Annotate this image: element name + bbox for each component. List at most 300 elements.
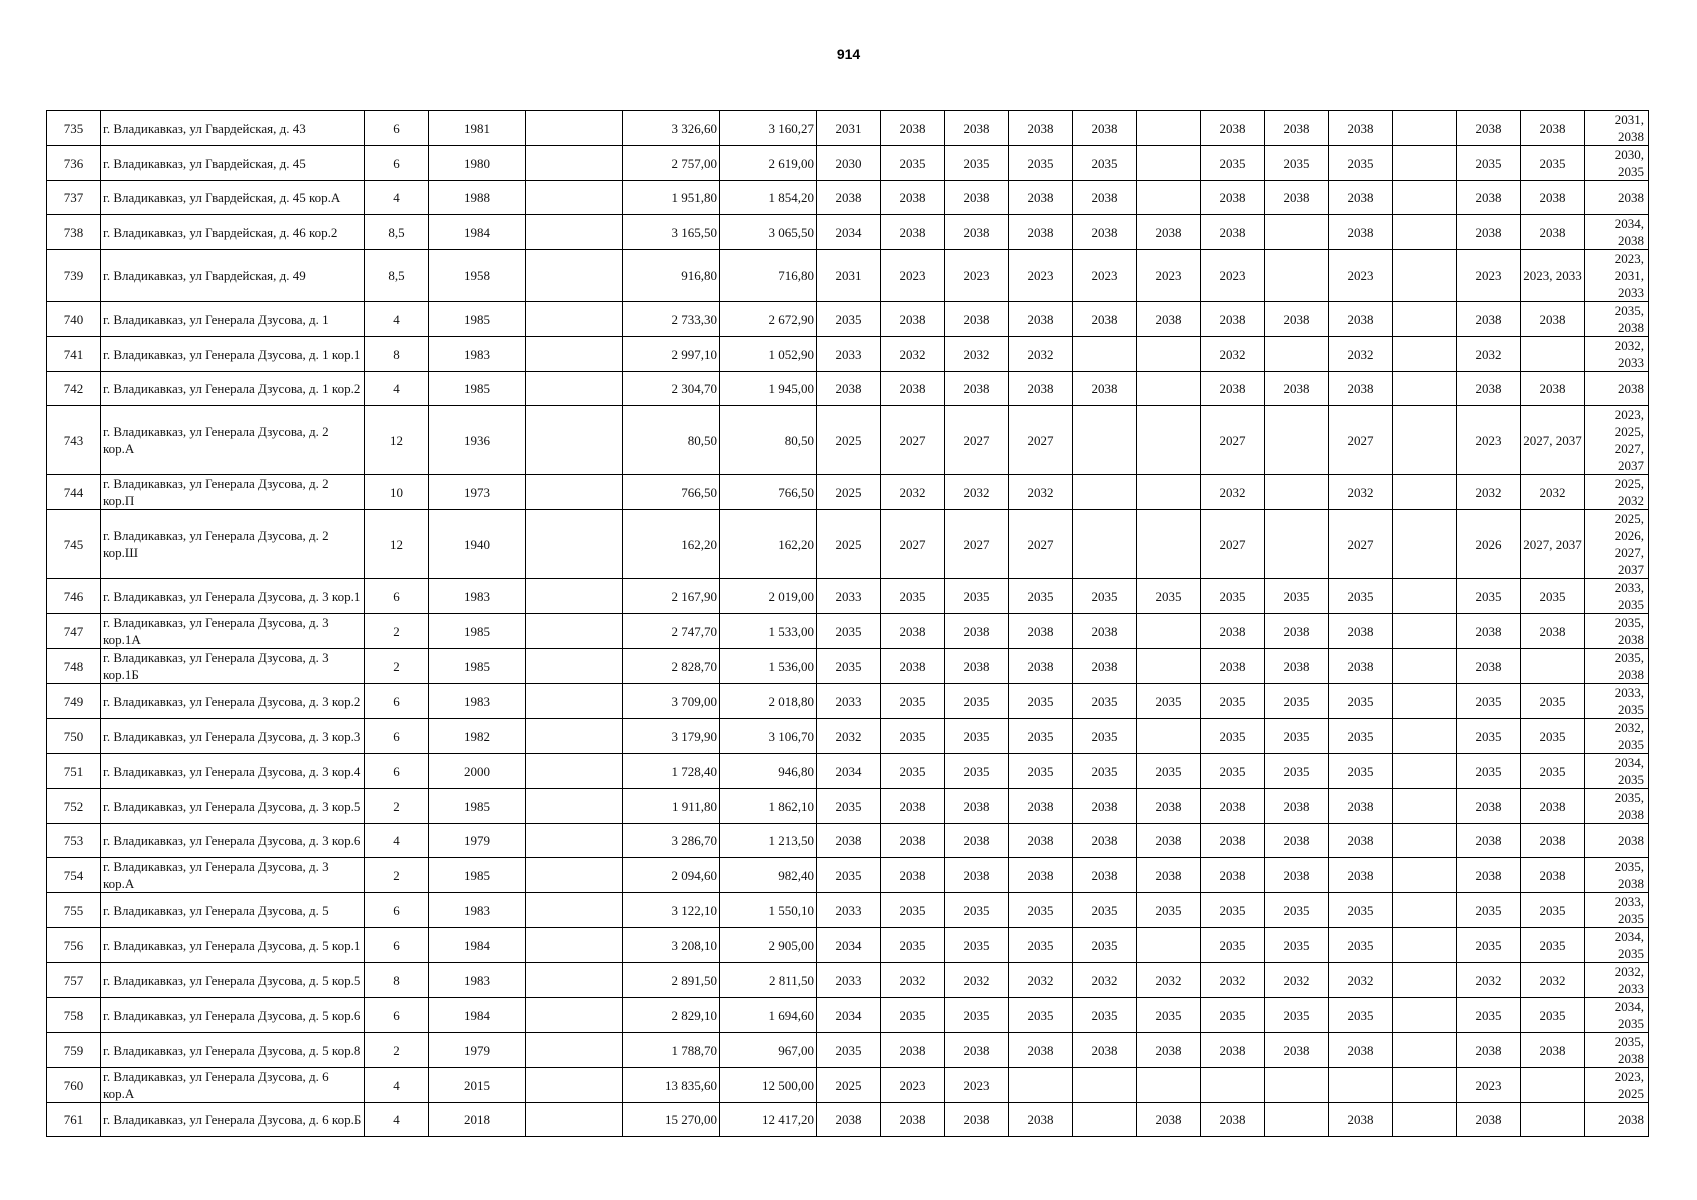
repair-year-cell: 2038	[945, 1103, 1009, 1137]
repair-year-cell: 2038	[1009, 372, 1073, 406]
repair-year-cell: 2035	[945, 146, 1009, 181]
repair-year-cell: 2023	[881, 1068, 945, 1103]
repair-years-summary-cell: 2038	[1585, 181, 1649, 215]
empty-cell	[526, 614, 623, 649]
repair-years-summary-cell: 2038	[1585, 372, 1649, 406]
repair-year-cell: 2035	[1457, 893, 1521, 928]
year-built-cell: 1984	[429, 998, 526, 1033]
address-cell: г. Владикавказ, ул Генерала Дзусова, д. 5 кор.8	[101, 1033, 365, 1068]
repair-year-cell	[1265, 475, 1329, 510]
table-row	[47, 614, 1649, 649]
row-number-cell: 757	[47, 963, 101, 998]
repair-year-cell: 2032	[1137, 963, 1201, 998]
repair-year-cell: 2027, 2037	[1521, 406, 1585, 475]
row-number-cell: 756	[47, 928, 101, 963]
table-row	[47, 1033, 1649, 1068]
row-number-cell: 745	[47, 510, 101, 579]
repair-year-cell: 2023	[1329, 250, 1393, 302]
table-row	[47, 893, 1649, 928]
year-built-cell: 1985	[429, 858, 526, 893]
repair-year-cell: 2038	[945, 614, 1009, 649]
repair-year-cell: 2038	[881, 824, 945, 858]
repair-years-summary-cell: 2023, 2025	[1585, 1068, 1649, 1103]
address-cell: г. Владикавказ, ул Генерала Дзусова, д. 3 кор.4	[101, 754, 365, 789]
year-built-cell: 1984	[429, 215, 526, 250]
repair-year-cell	[1393, 719, 1457, 754]
floors-cell: 12	[365, 406, 429, 475]
repair-year-cell: 2035	[1457, 719, 1521, 754]
living-area-cell: 1 694,60	[720, 998, 817, 1033]
row-number-cell: 755	[47, 893, 101, 928]
total-area-cell: 3 179,90	[623, 719, 720, 754]
total-area-cell: 15 270,00	[623, 1103, 720, 1137]
repair-year-cell: 2035	[1137, 754, 1201, 789]
repair-year-cell: 2023	[1009, 250, 1073, 302]
total-area-cell: 13 835,60	[623, 1068, 720, 1103]
repair-year-cell: 2035	[817, 649, 881, 684]
living-area-cell: 946,80	[720, 754, 817, 789]
repair-years-summary-cell: 2032, 2033	[1585, 963, 1649, 998]
repair-year-cell	[1201, 1068, 1265, 1103]
repair-year-cell: 2038	[1457, 649, 1521, 684]
total-area-cell: 2 828,70	[623, 649, 720, 684]
repair-year-cell: 2038	[1329, 181, 1393, 215]
row-number-cell: 746	[47, 579, 101, 614]
repair-year-cell: 2032	[1457, 963, 1521, 998]
repair-year-cell: 2038	[945, 302, 1009, 337]
repair-year-cell	[1393, 510, 1457, 579]
repair-year-cell: 2038	[1521, 215, 1585, 250]
repair-year-cell: 2038	[1201, 858, 1265, 893]
year-built-cell: 2018	[429, 1103, 526, 1137]
repair-year-cell: 2038	[945, 649, 1009, 684]
repair-year-cell: 2027	[1009, 510, 1073, 579]
repair-year-cell: 2032	[945, 337, 1009, 372]
repair-year-cell: 2023	[1457, 1068, 1521, 1103]
row-number-cell: 736	[47, 146, 101, 181]
repair-year-cell: 2038	[1009, 1033, 1073, 1068]
repair-year-cell: 2031	[817, 111, 881, 146]
repair-years-summary-cell: 2034, 2035	[1585, 998, 1649, 1033]
repair-year-cell: 2035	[1265, 719, 1329, 754]
repair-year-cell: 2038	[881, 614, 945, 649]
repair-year-cell: 2035	[1201, 893, 1265, 928]
address-cell: г. Владикавказ, ул Генерала Дзусова, д. 1 кор.2	[101, 372, 365, 406]
floors-cell: 4	[365, 302, 429, 337]
repair-year-cell: 2035	[1265, 579, 1329, 614]
floors-cell: 8	[365, 337, 429, 372]
repair-year-cell: 2032	[881, 475, 945, 510]
total-area-cell: 80,50	[623, 406, 720, 475]
floors-cell: 6	[365, 146, 429, 181]
repair-year-cell: 2038	[1521, 789, 1585, 824]
repair-year-cell: 2035	[1457, 928, 1521, 963]
total-area-cell: 2 891,50	[623, 963, 720, 998]
living-area-cell: 162,20	[720, 510, 817, 579]
repair-year-cell: 2027	[1329, 406, 1393, 475]
address-cell: г. Владикавказ, ул Генерала Дзусова, д. 3 кор.3	[101, 719, 365, 754]
repair-year-cell: 2030	[817, 146, 881, 181]
repair-year-cell: 2035	[1201, 579, 1265, 614]
repair-year-cell: 2032	[1009, 475, 1073, 510]
repair-year-cell: 2038	[945, 789, 1009, 824]
repair-year-cell: 2035	[945, 998, 1009, 1033]
repair-years-summary-cell: 2038	[1585, 1103, 1649, 1137]
table-row	[47, 963, 1649, 998]
repair-year-cell	[1393, 181, 1457, 215]
repair-year-cell: 2038	[1201, 789, 1265, 824]
living-area-cell: 2 018,80	[720, 684, 817, 719]
repair-year-cell	[1393, 858, 1457, 893]
repair-years-summary-cell: 2033, 2035	[1585, 893, 1649, 928]
empty-cell	[526, 893, 623, 928]
repair-year-cell: 2032	[881, 337, 945, 372]
row-number-cell: 754	[47, 858, 101, 893]
table-row	[47, 684, 1649, 719]
repair-year-cell	[1265, 250, 1329, 302]
repair-year-cell: 2038	[1329, 1103, 1393, 1137]
floors-cell: 6	[365, 754, 429, 789]
floors-cell: 6	[365, 719, 429, 754]
repair-year-cell: 2035	[1073, 684, 1137, 719]
repair-year-cell	[1521, 337, 1585, 372]
empty-cell	[526, 1068, 623, 1103]
repair-year-cell: 2035	[945, 754, 1009, 789]
living-area-cell: 2 019,00	[720, 579, 817, 614]
empty-cell	[526, 789, 623, 824]
repair-year-cell: 2038	[1457, 1033, 1521, 1068]
total-area-cell: 2 747,70	[623, 614, 720, 649]
table-row	[47, 1068, 1649, 1103]
repair-year-cell	[1393, 928, 1457, 963]
address-cell: г. Владикавказ, ул Генерала Дзусова, д. 3 кор.6	[101, 824, 365, 858]
repair-year-cell	[1137, 510, 1201, 579]
row-number-cell: 743	[47, 406, 101, 475]
repair-year-cell: 2035	[1073, 719, 1137, 754]
total-area-cell: 2 167,90	[623, 579, 720, 614]
living-area-cell: 967,00	[720, 1033, 817, 1068]
row-number-cell: 735	[47, 111, 101, 146]
repair-year-cell: 2038	[1009, 858, 1073, 893]
repair-year-cell: 2038	[881, 789, 945, 824]
repair-year-cell: 2038	[1329, 111, 1393, 146]
repair-year-cell: 2038	[1137, 824, 1201, 858]
repair-year-cell: 2032	[1009, 963, 1073, 998]
repair-year-cell	[1073, 406, 1137, 475]
repair-year-cell	[1137, 719, 1201, 754]
repair-years-summary-cell: 2033, 2035	[1585, 579, 1649, 614]
repair-year-cell: 2038	[1073, 111, 1137, 146]
year-built-cell: 1983	[429, 893, 526, 928]
row-number-cell: 747	[47, 614, 101, 649]
total-area-cell: 1 911,80	[623, 789, 720, 824]
repair-year-cell: 2023	[1457, 406, 1521, 475]
table-row	[47, 928, 1649, 963]
repair-year-cell: 2035	[1329, 893, 1393, 928]
repair-year-cell	[1393, 337, 1457, 372]
repair-year-cell: 2038	[1329, 858, 1393, 893]
repair-year-cell	[1073, 1068, 1137, 1103]
repair-year-cell: 2035	[1265, 684, 1329, 719]
floors-cell: 4	[365, 372, 429, 406]
repair-year-cell: 2038	[945, 858, 1009, 893]
table-body	[47, 111, 1649, 1137]
repair-year-cell: 2038	[1201, 372, 1265, 406]
empty-cell	[526, 111, 623, 146]
table-row	[47, 510, 1649, 579]
repair-year-cell: 2035	[1009, 719, 1073, 754]
repair-year-cell: 2035	[881, 684, 945, 719]
table-row	[47, 181, 1649, 215]
repair-years-summary-cell: 2035, 2038	[1585, 789, 1649, 824]
year-built-cell: 1983	[429, 337, 526, 372]
floors-cell: 4	[365, 1103, 429, 1137]
repair-year-cell	[1393, 963, 1457, 998]
repair-year-cell: 2035	[1329, 579, 1393, 614]
repair-year-cell: 2034	[817, 215, 881, 250]
repair-year-cell: 2035	[1329, 146, 1393, 181]
repair-year-cell: 2038	[1329, 824, 1393, 858]
repair-year-cell: 2038	[1073, 1033, 1137, 1068]
address-cell: г. Владикавказ, ул Генерала Дзусова, д. 2 кор.П	[101, 475, 365, 510]
repair-year-cell: 2038	[1201, 215, 1265, 250]
table-row	[47, 111, 1649, 146]
total-area-cell: 2 997,10	[623, 337, 720, 372]
repair-years-summary-cell: 2035, 2038	[1585, 858, 1649, 893]
repair-year-cell: 2038	[1521, 302, 1585, 337]
repair-year-cell: 2038	[881, 302, 945, 337]
repair-year-cell: 2034	[817, 754, 881, 789]
empty-cell	[526, 250, 623, 302]
repair-year-cell: 2035	[1457, 998, 1521, 1033]
floors-cell: 2	[365, 614, 429, 649]
row-number-cell: 751	[47, 754, 101, 789]
housing-table	[46, 110, 1649, 1137]
empty-cell	[526, 824, 623, 858]
repair-year-cell: 2038	[1457, 1103, 1521, 1137]
empty-cell	[526, 302, 623, 337]
repair-year-cell: 2025	[817, 510, 881, 579]
repair-years-summary-cell: 2034, 2035	[1585, 754, 1649, 789]
repair-year-cell: 2035	[817, 1033, 881, 1068]
repair-year-cell: 2038	[1521, 111, 1585, 146]
total-area-cell: 1 788,70	[623, 1033, 720, 1068]
address-cell: г. Владикавказ, ул Генерала Дзусова, д. 3 кор.1А	[101, 614, 365, 649]
empty-cell	[526, 337, 623, 372]
year-built-cell: 1980	[429, 146, 526, 181]
repair-year-cell: 2035	[945, 719, 1009, 754]
repair-year-cell: 2027	[945, 510, 1009, 579]
repair-year-cell: 2035	[881, 754, 945, 789]
floors-cell: 2	[365, 858, 429, 893]
repair-year-cell: 2038	[1457, 302, 1521, 337]
living-area-cell: 1 533,00	[720, 614, 817, 649]
table-row	[47, 302, 1649, 337]
empty-cell	[526, 1033, 623, 1068]
total-area-cell: 766,50	[623, 475, 720, 510]
repair-year-cell: 2038	[1457, 215, 1521, 250]
address-cell: г. Владикавказ, ул Генерала Дзусова, д. 2 кор.Ш	[101, 510, 365, 579]
repair-year-cell	[1265, 510, 1329, 579]
address-cell: г. Владикавказ, ул Генерала Дзусова, д. 6 кор.А	[101, 1068, 365, 1103]
repair-year-cell: 2038	[1265, 789, 1329, 824]
repair-year-cell: 2038	[1073, 372, 1137, 406]
repair-year-cell: 2038	[945, 181, 1009, 215]
repair-year-cell: 2038	[1265, 1033, 1329, 1068]
table-row	[47, 250, 1649, 302]
repair-year-cell: 2035	[1265, 146, 1329, 181]
table-row	[47, 858, 1649, 893]
row-number-cell: 744	[47, 475, 101, 510]
repair-year-cell: 2035	[1329, 998, 1393, 1033]
address-cell: г. Владикавказ, ул Гвардейская, д. 45 кор.А	[101, 181, 365, 215]
living-area-cell: 3 106,70	[720, 719, 817, 754]
repair-year-cell: 2038	[1521, 372, 1585, 406]
repair-year-cell: 2023, 2033	[1521, 250, 1585, 302]
repair-year-cell	[1393, 998, 1457, 1033]
address-cell: г. Владикавказ, ул Генерала Дзусова, д. 5	[101, 893, 365, 928]
repair-year-cell: 2033	[817, 337, 881, 372]
empty-cell	[526, 649, 623, 684]
living-area-cell: 12 417,20	[720, 1103, 817, 1137]
repair-year-cell: 2035	[1137, 684, 1201, 719]
repair-year-cell	[1393, 302, 1457, 337]
repair-year-cell	[1137, 372, 1201, 406]
table-row	[47, 215, 1649, 250]
repair-year-cell	[1393, 1033, 1457, 1068]
page-number: 914	[836, 46, 861, 62]
repair-year-cell	[1137, 649, 1201, 684]
repair-year-cell	[1137, 475, 1201, 510]
repair-year-cell: 2035	[817, 302, 881, 337]
repair-year-cell	[1393, 111, 1457, 146]
repair-year-cell: 2035	[1521, 684, 1585, 719]
repair-year-cell: 2038	[1009, 302, 1073, 337]
table-row	[47, 754, 1649, 789]
repair-year-cell: 2038	[881, 649, 945, 684]
year-built-cell: 1981	[429, 111, 526, 146]
address-cell: г. Владикавказ, ул Генерала Дзусова, д. 3 кор.2	[101, 684, 365, 719]
repair-year-cell: 2038	[1201, 302, 1265, 337]
repair-year-cell: 2035	[1265, 998, 1329, 1033]
repair-year-cell: 2038	[1073, 824, 1137, 858]
floors-cell: 4	[365, 181, 429, 215]
repair-year-cell	[1521, 1068, 1585, 1103]
floors-cell: 2	[365, 789, 429, 824]
repair-year-cell: 2038	[1073, 302, 1137, 337]
row-number-cell: 749	[47, 684, 101, 719]
repair-year-cell	[1393, 649, 1457, 684]
repair-year-cell: 2038	[1137, 1033, 1201, 1068]
repair-year-cell: 2035	[1329, 684, 1393, 719]
empty-cell	[526, 684, 623, 719]
repair-year-cell: 2038	[1201, 111, 1265, 146]
repair-year-cell: 2023	[1137, 250, 1201, 302]
repair-year-cell: 2032	[1201, 337, 1265, 372]
repair-years-summary-cell: 2031, 2038	[1585, 111, 1649, 146]
repair-years-summary-cell: 2038	[1585, 824, 1649, 858]
repair-year-cell: 2035	[1265, 754, 1329, 789]
repair-year-cell	[1393, 372, 1457, 406]
repair-year-cell	[1393, 754, 1457, 789]
repair-year-cell: 2038	[1137, 789, 1201, 824]
table-row	[47, 406, 1649, 475]
repair-year-cell: 2023	[1201, 250, 1265, 302]
repair-year-cell: 2038	[1201, 824, 1265, 858]
table-row	[47, 475, 1649, 510]
repair-year-cell	[1137, 614, 1201, 649]
empty-cell	[526, 928, 623, 963]
repair-year-cell: 2038	[881, 111, 945, 146]
repair-year-cell: 2027	[945, 406, 1009, 475]
repair-year-cell: 2025	[817, 475, 881, 510]
empty-cell	[526, 1103, 623, 1137]
living-area-cell: 2 672,90	[720, 302, 817, 337]
repair-years-summary-cell: 2035, 2038	[1585, 302, 1649, 337]
table-row	[47, 372, 1649, 406]
repair-year-cell: 2025	[817, 1068, 881, 1103]
floors-cell: 2	[365, 1033, 429, 1068]
repair-year-cell	[1073, 1103, 1137, 1137]
repair-year-cell: 2032	[1073, 963, 1137, 998]
repair-year-cell: 2038	[1457, 181, 1521, 215]
address-cell: г. Владикавказ, ул Генерала Дзусова, д. 3 кор.5	[101, 789, 365, 824]
repair-year-cell	[1393, 579, 1457, 614]
living-area-cell: 3 160,27	[720, 111, 817, 146]
repair-year-cell: 2035	[1137, 579, 1201, 614]
address-cell: г. Владикавказ, ул Генерала Дзусова, д. 1	[101, 302, 365, 337]
repair-year-cell: 2035	[945, 928, 1009, 963]
repair-year-cell: 2038	[1265, 111, 1329, 146]
repair-year-cell	[1329, 1068, 1393, 1103]
repair-year-cell: 2038	[1329, 215, 1393, 250]
repair-year-cell: 2032	[817, 719, 881, 754]
repair-year-cell: 2038	[945, 215, 1009, 250]
repair-year-cell: 2038	[1265, 649, 1329, 684]
year-built-cell: 1984	[429, 928, 526, 963]
repair-year-cell: 2035	[1201, 684, 1265, 719]
row-number-cell: 758	[47, 998, 101, 1033]
repair-year-cell: 2038	[1201, 1103, 1265, 1137]
repair-year-cell: 2035	[1201, 719, 1265, 754]
repair-year-cell: 2038	[1073, 181, 1137, 215]
repair-year-cell: 2032	[1201, 963, 1265, 998]
address-cell: г. Владикавказ, ул Генерала Дзусова, д. 5 кор.1	[101, 928, 365, 963]
total-area-cell: 3 208,10	[623, 928, 720, 963]
repair-year-cell: 2035	[1521, 998, 1585, 1033]
repair-year-cell: 2023	[945, 1068, 1009, 1103]
repair-year-cell	[1265, 215, 1329, 250]
repair-year-cell: 2035	[1009, 998, 1073, 1033]
year-built-cell: 1940	[429, 510, 526, 579]
year-built-cell: 1985	[429, 649, 526, 684]
repair-year-cell: 2038	[1201, 614, 1265, 649]
year-built-cell: 1983	[429, 684, 526, 719]
repair-year-cell: 2032	[1521, 963, 1585, 998]
repair-year-cell: 2038	[1009, 111, 1073, 146]
year-built-cell: 1983	[429, 579, 526, 614]
repair-year-cell	[1393, 824, 1457, 858]
repair-year-cell: 2035	[1073, 754, 1137, 789]
repair-year-cell: 2035	[1137, 893, 1201, 928]
repair-year-cell: 2035	[817, 789, 881, 824]
repair-year-cell: 2038	[1137, 1103, 1201, 1137]
repair-year-cell: 2035	[817, 858, 881, 893]
year-built-cell: 1983	[429, 963, 526, 998]
repair-year-cell: 2034	[817, 998, 881, 1033]
repair-year-cell: 2032	[1329, 337, 1393, 372]
repair-year-cell	[1393, 406, 1457, 475]
